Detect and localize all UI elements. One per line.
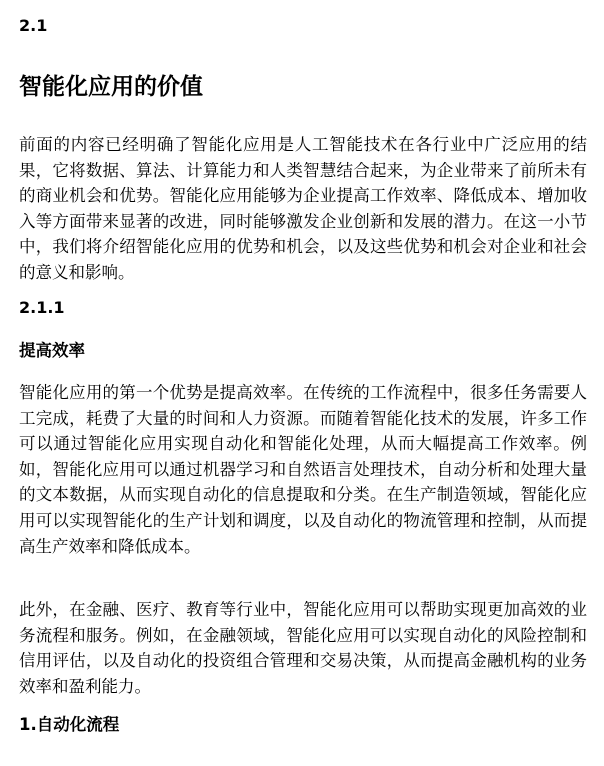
list-heading-automation: 1.自动化流程 [19,715,120,734]
section-title: 智能化应用的价值 [19,74,203,100]
body-paragraph-1: 智能化应用的第一个优势是提高效率。在传统的工作流程中，很多任务需要人工完成，耗费了大量的时间和人力资源。而随着智能化技术的发展，许多工作可以通过智能化应用实现自动化和智能化处理，从而大幅提高工作效率。例如，智能化应用可以通过机器学习和自然语言处理技术，自动分析和处理大量的文本数据，从而实现自动化的信息提取和分类。在生产制造领域，智能化应用可以实现智能化的生产计划和调度，以及自动化的物流管理和控制，从而提高生产效率和降低成本。 [19,383,587,556]
section-number: 2.1 [19,16,48,35]
subsection-number: 2.1.1 [19,298,65,317]
body-paragraph-2: 此外，在金融、医疗、教育等行业中，智能化应用可以帮助实现更加高效的业务流程和服务。例如，在金融领域，智能化应用可以实现自动化的风险控制和信用评估，以及自动化的投资组合管理和交易决策，从而提高金融机构的业务效率和盈利能力。 [19,600,587,696]
subsection-title: 提高效率 [19,341,85,360]
intro-paragraph: 前面的内容已经明确了智能化应用是人工智能技术在各行业中广泛应用的结果，它将数据、算法、计算能力和人类智慧结合起来，为企业带来了前所未有的商业机会和优势。智能化应用能够为企业提高工作效率、降低成本、增加收入等方面带来显著的改进，同时能够激发企业创新和发展的潜力。在这一小节中，我们将介绍智能化应用的优势和机会，以及这些优势和机会对企业和社会的意义和影响。 [19,135,587,282]
